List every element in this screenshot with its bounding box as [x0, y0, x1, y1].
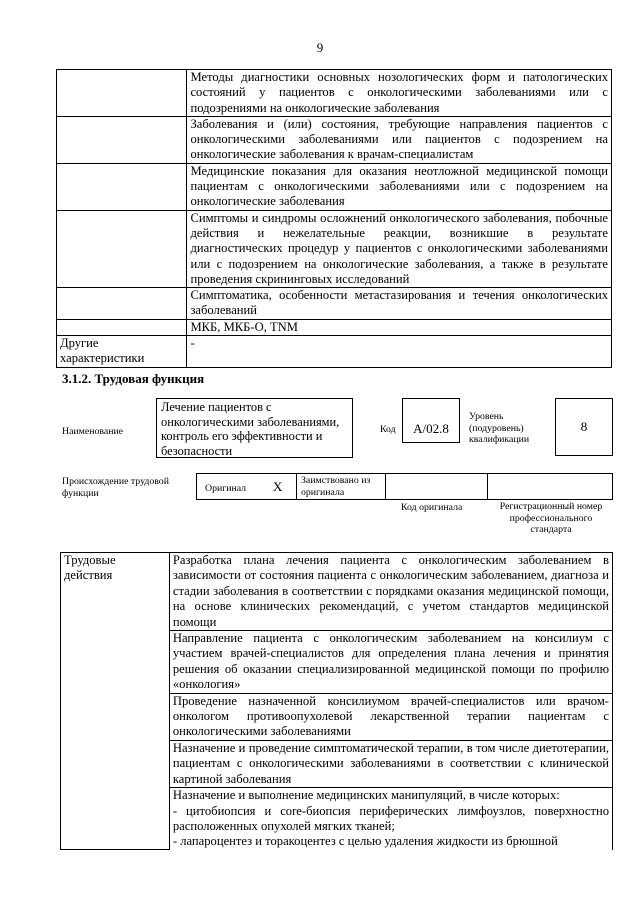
labor-actions-table — [60, 552, 613, 850]
level-label: Уровень (подуровень) квалификации — [469, 411, 530, 445]
table-row — [57, 319, 612, 335]
table-row — [57, 336, 612, 368]
reg-number-label: Регистрационный номер профессионального стандарта — [499, 501, 603, 535]
table-cell-left — [57, 288, 187, 320]
labor-action: Назначение и проведение симптоматической терапии, в том числе диетотерапии, пациентам с онкологическими заболеваниями в соответствии с клинической картиной заболевания — [169, 740, 612, 787]
labor-actions-label: Трудовые действия — [61, 553, 170, 850]
section-title: 3.1.2. Трудовая функция — [62, 371, 205, 386]
table-cell-left — [57, 163, 187, 210]
table-cell-right: Методы диагностики основных нозологических форм и патологических состояний у пациентов с онкологическими заболеваниями или с подозрениями на онкологические заболевания — [187, 70, 612, 117]
table-cell-left — [57, 319, 187, 335]
table-row — [61, 553, 613, 631]
code-label: Код — [380, 424, 396, 435]
table-cell-left — [57, 210, 187, 287]
manipulation-item: - цитобиопсия и core-биопсия периферических лимфоузлов, поверхностно расположенных опухолей мягких тканей; — [172, 803, 609, 833]
table-cell-right: Симптоматика, особенности метастазирования и течения онкологических заболеваний — [187, 288, 612, 320]
original-mark: X — [273, 479, 283, 494]
table-row — [57, 210, 612, 287]
table-cell-left — [57, 70, 187, 117]
manipulation-item: - лапароцентез и торакоцентез с целью удаления жидкости из брюшной — [172, 834, 558, 849]
origin-label: Происхождение трудовой функции — [62, 476, 169, 499]
code-original-box — [385, 473, 488, 500]
table-cell-right: Медицинские показания для оказания неотложной медицинской помощи пациентам с онкологическими заболеваниями или с подозрением на онкологические заболевания — [187, 163, 612, 210]
other-characteristics-label: Другие характеристики — [57, 336, 187, 368]
labor-action: Разработка плана лечения пациента с онкологическим заболеванием в зависимости от состояния пациента с онкологическим заболеванием, диагноза и стадии заболевания в соответствии с порядками оказания медицинской помощи, на основе клинических рекомендаций, с учетом стандартов медицинской помощи — [169, 553, 612, 631]
labor-action-manipulations — [169, 788, 612, 850]
code-original-label: Код оригинала — [401, 502, 463, 513]
original-label: Оригинал — [205, 483, 247, 494]
table-cell-right: Симптомы и синдромы осложнений онкологического заболевания, побочные действия и нежелательные реакции, возникшие в результате диагностических процедур у пациентов с онкологическими заболеваниями или с подозрением на онкологические заболевания, а также в результате проведения скрининговых исследований — [187, 210, 612, 287]
reg-number-box — [487, 473, 613, 500]
table-cell-right: Заболевания и (или) состояния, требующие направления пациентов с онкологическими заболеваниями или пациентов с подозрением на онкологические заболевания к врачам-специалистам — [187, 116, 612, 163]
code-box: A/02.8 — [402, 398, 460, 443]
labor-action: Направление пациента с онкологическим заболеванием на консилиум с участием врачей-специалистов для определения плана лечения и принятия решения об оказании специализированной медицинской помощи по профилю «онкология» — [169, 631, 612, 694]
function-name-box: Лечение пациентов с онкологическими заболеваниями, контроль его эффективности и безопасности — [156, 398, 353, 458]
borrowed-label: Заимствовано из оригинала — [301, 475, 371, 498]
other-characteristics-value: - — [187, 336, 612, 368]
manipulations-intro: Назначение и выполнение медицинских манипуляций, в числе которых: — [172, 788, 560, 803]
page-number: 9 — [316, 40, 324, 55]
table-row — [57, 70, 612, 117]
knowledge-table — [56, 69, 612, 368]
table-cell-right: МКБ, МКБ-О, TNM — [187, 319, 612, 335]
name-label: Наименование — [62, 426, 124, 437]
table-row — [57, 288, 612, 320]
table-row — [57, 116, 612, 163]
labor-action: Проведение назначенной консилиумом врачей-специалистов или врачом-онкологом противоопухолевой лекарственной терапии пациентам с онкологическими заболеваниями — [169, 693, 612, 740]
table-cell-left — [57, 116, 187, 163]
level-box: 8 — [555, 398, 613, 456]
table-row — [57, 163, 612, 210]
